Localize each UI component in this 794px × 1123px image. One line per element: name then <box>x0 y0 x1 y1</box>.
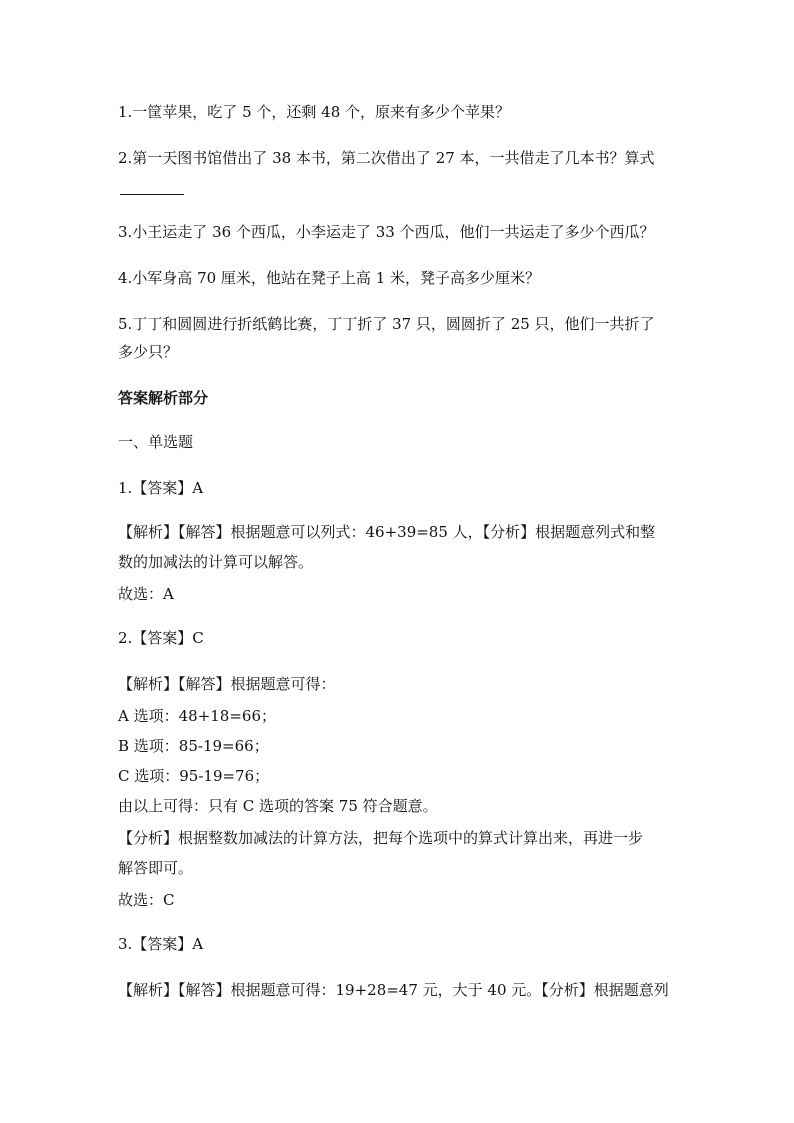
answer-blank-line <box>120 194 184 195</box>
answer-section-title: 答案解析部分 <box>118 389 209 407</box>
answer-2-option-b: B 选项：85-19=66； <box>118 737 269 755</box>
answer-2-analysis-line-1: 【分析】根据整数加减法的计算方法，把每个选项中的算式计算出来，再进一步 <box>118 829 644 847</box>
answer-2-analysis-line-2: 解答即可。 <box>118 859 194 877</box>
answer-1-choice: 故选：A <box>118 585 174 603</box>
question-3: 3.小王运走了 36 个西瓜，小李运走了 33 个西瓜，他们一共运走了多少个西瓜？ <box>118 223 655 241</box>
question-1: 1.一筐苹果，吃了 5 个，还剩 48 个，原来有多少个苹果？ <box>118 103 511 121</box>
answer-2-label: 2.【答案】C <box>118 629 204 647</box>
answer-3-label: 3.【答案】A <box>118 935 204 953</box>
question-5-line-1: 5.丁丁和圆圆进行折纸鹤比赛，丁丁折了 37 只，圆圆折了 25 只，他们一共折了 <box>118 315 655 333</box>
answer-2-conclusion: 由以上可得：只有 C 选项的答案 75 符合题意。 <box>118 797 438 815</box>
answer-2-analysis-intro: 【解析】【解答】根据题意可得： <box>118 675 336 693</box>
answer-1-analysis-line-2: 数的加减法的计算可以解答。 <box>118 553 314 571</box>
answer-2-option-a: A 选项：48+18=66； <box>118 707 276 725</box>
answer-2-choice: 故选：C <box>118 891 175 909</box>
answer-2-option-c: C 选项：95-19=76； <box>118 767 270 785</box>
answer-1-label: 1.【答案】A <box>118 479 204 497</box>
answer-1-analysis-line-1: 【解析】【解答】根据题意可以列式：46+39=85 人，【分析】根据题意列式和整 <box>118 523 656 541</box>
question-2: 2.第一天图书馆借出了 38 本书，第二次借出了 27 本，一共借走了几本书？算式 <box>118 149 655 167</box>
question-4: 4.小军身高 70 厘米，他站在凳子上高 1 米，凳子高多少厘米？ <box>118 269 541 287</box>
answer-subsection-title: 一、单选题 <box>118 433 194 451</box>
question-5-line-2: 多少只？ <box>118 343 179 361</box>
answer-3-analysis-line-1: 【解析】【解答】根据题意可得：19+28=47 元，大于 40 元。【分析】根据题意列 <box>118 981 669 999</box>
